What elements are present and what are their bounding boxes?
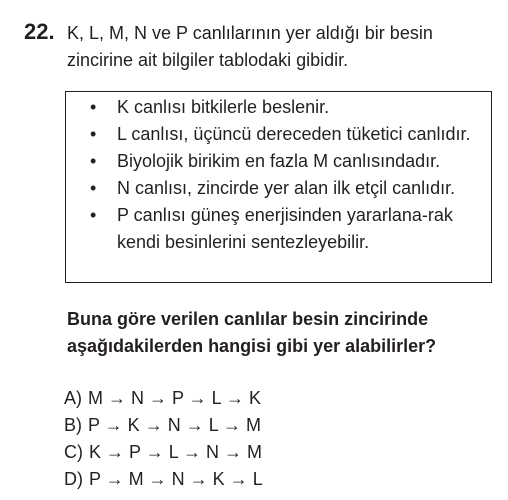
bullet-icon: • [90,178,97,198]
option-text: K → P → L → N → M [89,442,263,462]
info-item-m [66,148,491,175]
option-letter: C) [64,442,83,462]
bullet-icon: • [90,205,97,225]
option-letter: B) [64,415,82,435]
info-item-l [66,121,491,148]
option-b[interactable] [64,412,263,439]
question-number: 22. [24,19,55,44]
info-list [66,94,491,256]
info-text: K canlısı bitkilerle beslenir. [117,97,330,117]
bullet-icon: • [90,97,97,117]
option-text: P → M → N → K → L [89,469,263,489]
bullet-icon: • [90,151,97,171]
info-item-k [66,94,491,121]
option-text: P → K → N → L → M [88,415,262,435]
info-text: L canlısı, üçüncü dereceden tüketici canlıdır. [117,124,471,144]
question-prompt: Buna göre verilen canlılar besin zincirinde aşağıdakilerden hangisi gibi yer alabilirler? [67,309,437,356]
info-item-n [66,175,491,202]
info-text: P canlısı güneş enerjisinden yararlana-rak kendi besinlerini sentezleyebilir. [117,205,453,252]
info-text: Biyolojik birikim en fazla M canlısındadır. [117,151,441,171]
answer-options [64,385,263,493]
info-text: N canlısı, zincirde yer alan ilk etçil canlıdır. [117,178,456,198]
question-stem: K, L, M, N ve P canlılarının yer aldığı bir besin zincirine ait bilgiler tablodaki gibidir. [67,23,433,70]
option-c[interactable] [64,439,263,466]
info-item-p [66,202,491,256]
option-letter: D) [64,469,83,489]
bullet-icon: • [90,124,97,144]
option-d[interactable] [64,466,263,493]
info-table [65,91,492,283]
option-text: M → N → P → L → K [88,388,262,408]
option-a[interactable] [64,385,263,412]
option-letter: A) [64,388,82,408]
